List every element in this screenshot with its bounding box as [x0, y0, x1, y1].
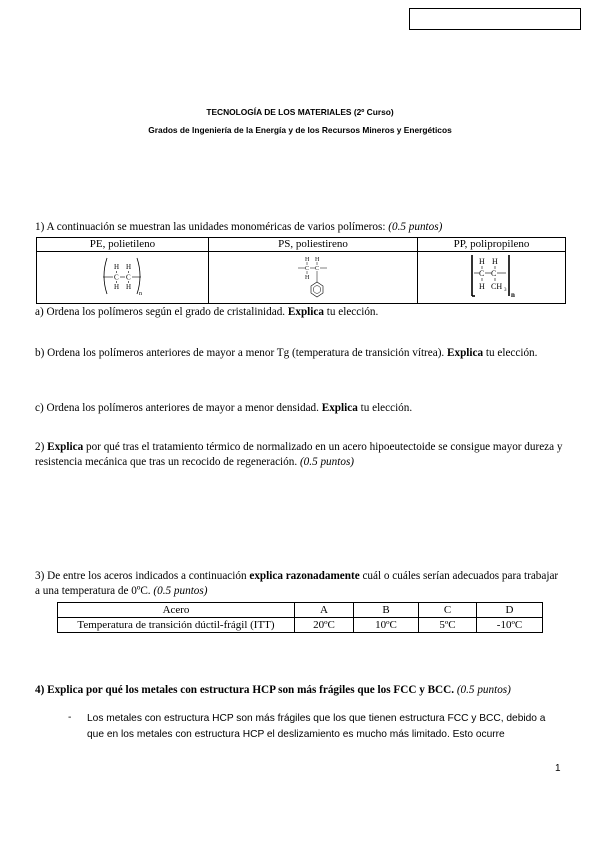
polymer-header-pp: PP, polipropileno — [418, 238, 566, 252]
pp-formula-cell — [418, 252, 566, 304]
student-name-box[interactable] — [409, 8, 581, 30]
pe-formula-cell — [37, 252, 209, 304]
q1-intro: 1) A continuación se muestran las unidades monoméricas de varios polímeros: (0.5 puntos) — [35, 221, 443, 233]
pe-h1: H — [113, 263, 119, 271]
q4-answer-line1: Los metales con estructura HCP son más frágiles que los que tienen estructura FCC y BCC, debido a — [87, 713, 546, 724]
steel-itt-row — [58, 618, 543, 633]
pp-h2: H — [491, 257, 498, 266]
polymer-table — [36, 237, 566, 304]
pp-h3: H — [478, 282, 485, 291]
q4-answer-dash: - — [68, 712, 72, 723]
q4-answer — [87, 711, 577, 743]
q4-text: 4) Explica por qué los metales con estructura HCP son más frágiles que los FCC y BCC. (0.5 puntos) — [35, 684, 511, 696]
pp-n: n — [510, 291, 515, 299]
pe-h2: H — [125, 263, 131, 271]
steel-header-d: D — [477, 603, 543, 618]
page-title: TECNOLOGÍA DE LOS MATERIALES (2º Curso) — [206, 107, 394, 117]
ps-c2: C — [315, 266, 320, 272]
pp-structure — [462, 252, 522, 300]
steel-header-acero: Acero — [58, 603, 295, 618]
pe-structure — [93, 252, 153, 300]
pe-h3: H — [113, 283, 119, 291]
pp-sub3: 3 — [503, 288, 506, 293]
pe-c1: C — [113, 273, 119, 282]
steel-itt-a: 20ºC — [295, 618, 354, 633]
q1-c: c) Ordena los polímeros anteriores de mayor a menor densidad. Explica tu elección. — [35, 402, 413, 414]
pp-ch3: CH — [490, 282, 502, 291]
q4-answer-line2: que en los metales con estructura HCP el deslizamiento es mucho más limitado. Esto ocurre — [87, 729, 505, 740]
q1-b: b) Ordena los polímeros anteriores de mayor a menor Tg (temperatura de transición vítrea). Explica tu elección. — [35, 347, 538, 359]
steel-itt-c: 5ºC — [419, 618, 477, 633]
pp-c1: C — [478, 269, 484, 278]
ps-c1: C — [305, 266, 310, 272]
q1-a: a) Ordena los polímeros según el grado de cristalinidad. Explica tu elección. — [35, 306, 379, 318]
pp-c2: C — [490, 269, 496, 278]
polymer-header-pe: PE, polietileno — [37, 238, 209, 252]
pp-h1: H — [478, 257, 485, 266]
ps-structure — [288, 252, 338, 300]
steel-header-c: C — [419, 603, 477, 618]
polymer-header-ps: PS, poliestireno — [209, 238, 418, 252]
steel-itt-d: -10ºC — [477, 618, 543, 633]
q3-text: 3) De entre los aceros indicados a continuación explica razonadamente cuál o cuáles serían adecuados para trabajar a una temperatura de 0ºC. (0.5 puntos) — [35, 570, 559, 597]
steel-header-row — [58, 603, 543, 618]
ps-h1: H — [305, 257, 310, 263]
steel-table — [57, 602, 543, 633]
pe-c2: C — [125, 273, 131, 282]
steel-header-a: A — [295, 603, 354, 618]
steel-itt-b: 10ºC — [354, 618, 419, 633]
pe-h4: H — [125, 283, 131, 291]
pe-n: n — [138, 291, 142, 297]
ps-h3: H — [305, 275, 310, 281]
steel-header-b: B — [354, 603, 419, 618]
steel-itt-label: Temperatura de transición dúctil-frágil (ITT) — [58, 618, 295, 633]
page-subtitle: Grados de Ingeniería de la Energía y de los Recursos Mineros y Energéticos — [148, 125, 452, 135]
page-number: 1 — [555, 763, 561, 774]
ps-h2: H — [315, 257, 320, 263]
ps-formula-cell — [209, 252, 418, 304]
q2-text: 2) Explica por qué tras el tratamiento térmico de normalizado en un acero hipoeutectoide se consigue mayor dureza y resistencia mecánica que tras un recocido de regeneración. (0.5 puntos) — [35, 441, 563, 468]
